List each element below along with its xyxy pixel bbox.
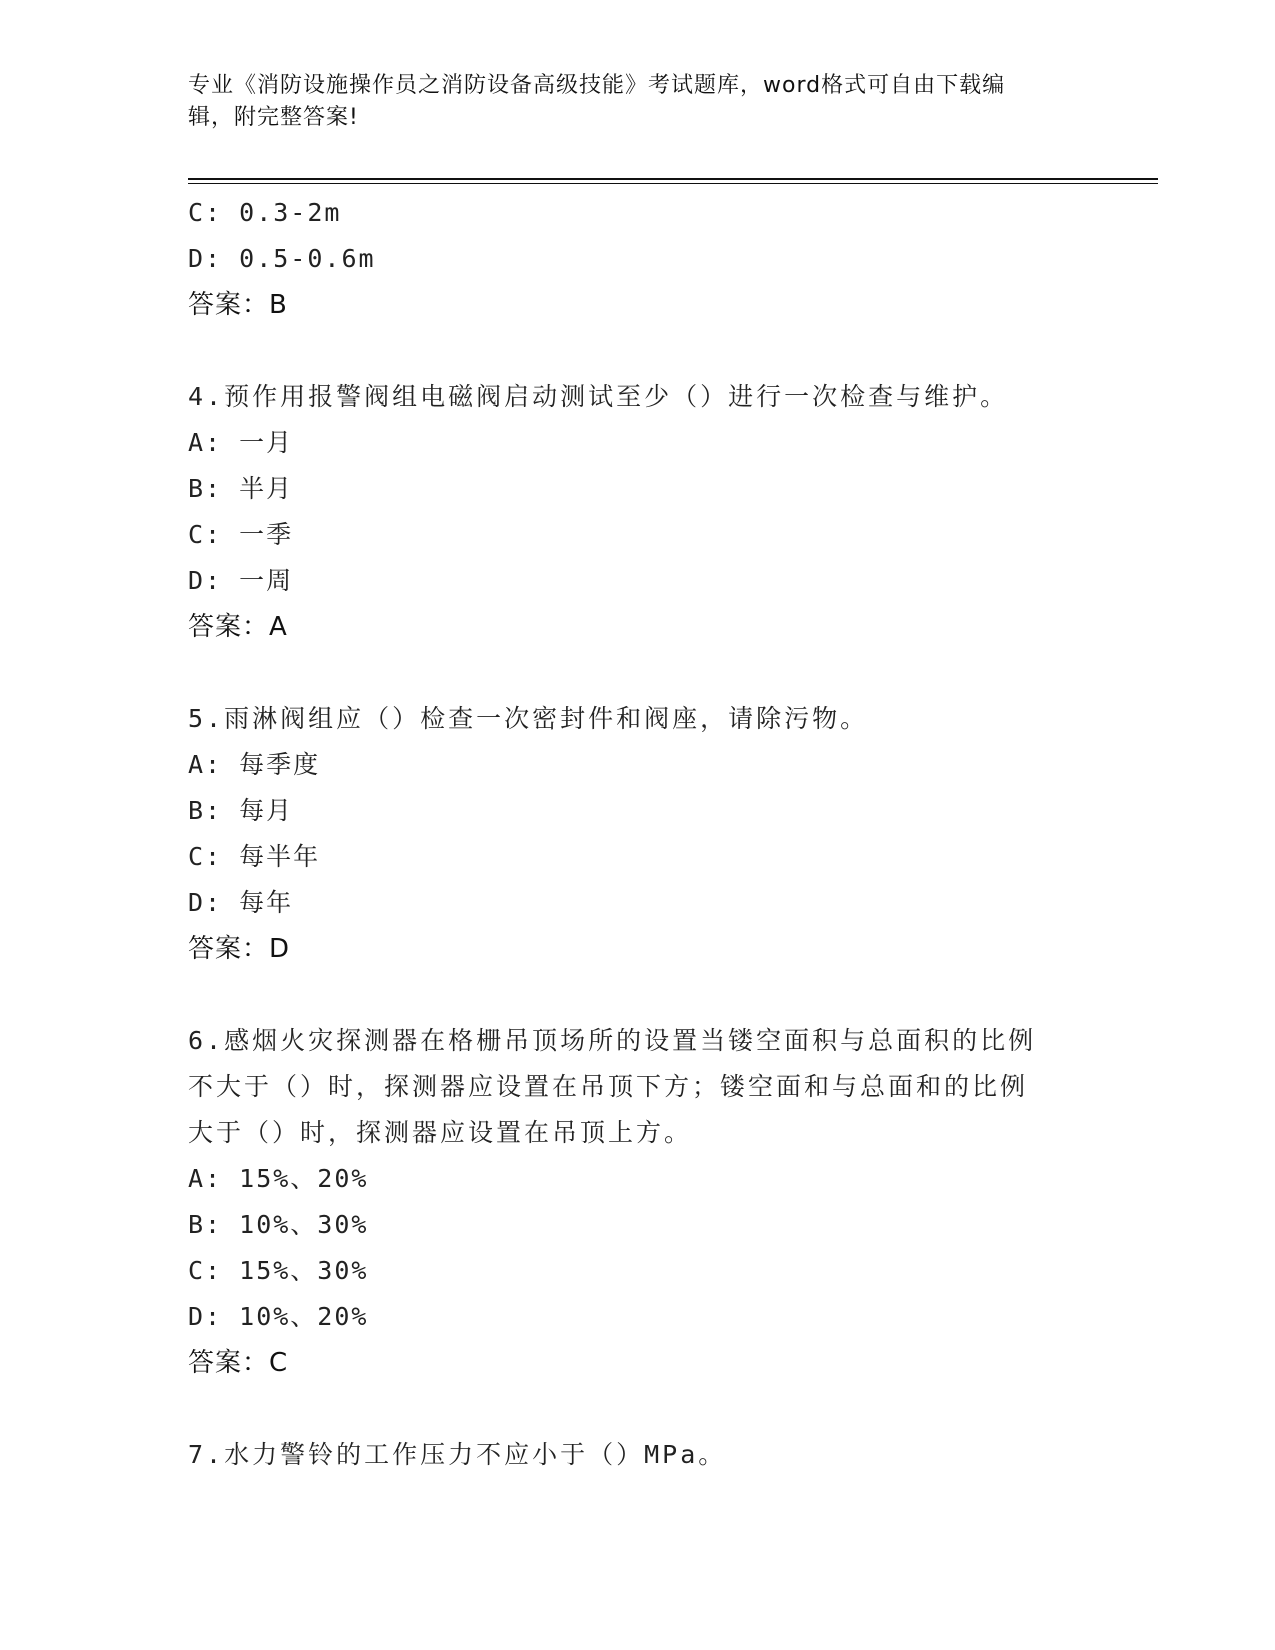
option-c: C: 0.3-2m — [188, 198, 342, 227]
option-d: D: 每年 — [188, 888, 294, 917]
option-d: D: 一周 — [188, 566, 294, 595]
answer: 答案：D — [188, 934, 291, 964]
option-d: D: 10%、20% — [188, 1302, 369, 1331]
question-stem: 7.水力警铃的工作压力不应小于（）MPa。 — [188, 1440, 727, 1469]
option-c: C: 每半年 — [188, 842, 321, 871]
option-b: B: 半月 — [188, 474, 294, 503]
answer: 答案：C — [188, 1348, 289, 1378]
question-stem-line-2: 不大于（）时，探测器应设置在吊顶下方；镂空面和与总面和的比例 — [188, 1072, 1029, 1101]
question-5 — [188, 696, 1088, 972]
spacer — [188, 972, 1088, 1018]
question-7 — [188, 1432, 1088, 1478]
option-c: C: 15%、30% — [188, 1256, 369, 1285]
option-a: A: 一月 — [188, 428, 294, 457]
option-a: A: 每季度 — [188, 750, 321, 779]
header-rule-thin — [188, 183, 1158, 184]
header-rule-thick — [188, 178, 1158, 180]
question-stem-line-1: 6.感烟火灾探测器在格栅吊顶场所的设置当镂空面积与总面积的比例 — [188, 1026, 1037, 1055]
option-a: A: 15%、20% — [188, 1164, 369, 1193]
option-c: C: 一季 — [188, 520, 294, 549]
header-line-1: 专业《消防设施操作员之消防设备高级技能》考试题库，word格式可自由下载编 — [188, 73, 1006, 98]
document-header — [188, 70, 1088, 134]
question-stem: 4.预作用报警阀组电磁阀启动测试至少（）进行一次检查与维护。 — [188, 382, 1009, 411]
question-4 — [188, 374, 1088, 650]
header-line-2: 辑，附完整答案! — [188, 105, 359, 130]
question-stem-line-3: 大于（）时，探测器应设置在吊顶上方。 — [188, 1118, 693, 1147]
question-stem: 5.雨淋阀组应（）检查一次密封件和阀座，请除污物。 — [188, 704, 869, 733]
spacer — [188, 328, 1088, 374]
spacer — [188, 1386, 1088, 1432]
question-list — [188, 190, 1088, 1478]
question-3-tail — [188, 190, 1088, 328]
option-d: D: 0.5-0.6m — [188, 244, 376, 273]
answer: 答案：B — [188, 290, 288, 320]
option-b: B: 10%、30% — [188, 1210, 369, 1239]
question-6 — [188, 1018, 1088, 1386]
spacer — [188, 650, 1088, 696]
option-b: B: 每月 — [188, 796, 294, 825]
answer: 答案：A — [188, 612, 288, 642]
